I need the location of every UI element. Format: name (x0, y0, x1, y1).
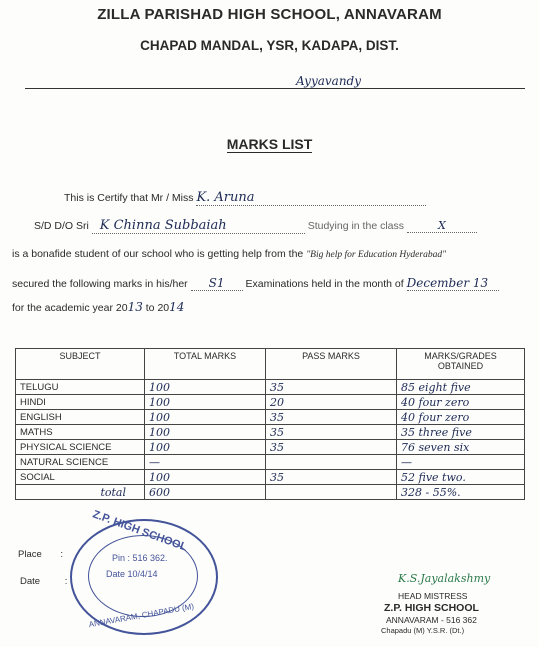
col-subject: SUBJECT (16, 349, 145, 380)
class-value: X (407, 219, 477, 233)
col-total: TOTAL MARKS (145, 349, 266, 380)
col-pass: PASS MARKS (266, 349, 397, 380)
school-name: ZILLA PARISHAD HIGH SCHOOL, ANNAVARAM (97, 6, 442, 23)
stamp-date: Date 10/4/14 (106, 569, 158, 579)
father-name: K Chinna Subbaiah (92, 218, 305, 234)
exam-month: December 13 (407, 276, 499, 291)
certificate-line-4: secured the following marks in his/her S1 Examinations held in the month of December 13 (12, 276, 499, 291)
stamp-school-name: Z.P. HIGH SCHOOL (90, 508, 189, 554)
headmistress-school: Z.P. HIGH SCHOOL (384, 602, 479, 614)
student-name: K. Aruna (196, 190, 426, 206)
marks-table (15, 348, 525, 500)
table-row: ENGLISH 100 35 40 four zero (16, 410, 525, 425)
school-stamp (70, 508, 218, 635)
table-row: HINDI 100 20 40 four zero (16, 395, 525, 410)
document-title: MARKS LIST (226, 136, 313, 152)
certificate-line-5: for the academic year 2013 to 2014 (12, 300, 185, 314)
table-total-row: total 600 328 - 55%. (16, 485, 525, 500)
headmistress-signature: K.S.Jayalakshmy (398, 572, 491, 585)
header-rule (25, 88, 525, 89)
certificate-line-1: This is Certify that Mr / Miss K. Aruna (64, 190, 426, 206)
exam-name: S1 (191, 276, 243, 291)
col-obtained: MARKS/GRADES OBTAINED (397, 349, 525, 380)
table-header-row (16, 349, 525, 380)
table-row: NATURAL SCIENCE — — (16, 455, 525, 470)
stamp-pin: Pin : 516 362. (112, 553, 168, 563)
certificate-line-3: is a bonafide student of our school who is getting help from the "Big help for Education Hyderabad" (12, 248, 447, 260)
date-label: Date : (20, 576, 68, 587)
top-signature: Ayyavandy (296, 74, 362, 88)
certificate-line-2: S/D D/O Sri K Chinna Subbaiah Studying in the class X (34, 218, 477, 234)
headmistress-place: ANNAVARAM - 516 362 (386, 615, 477, 625)
place-label: Place : (18, 549, 64, 560)
table-row: MATHS 100 35 35 three five (16, 425, 525, 440)
headmistress-title: HEAD MISTRESS (398, 591, 468, 601)
stamp-place: ANNAVARAM, CHAPADU (M) (88, 601, 195, 630)
headmistress-district: Chapadu (M) Y.S.R. (Dt.) (381, 626, 465, 635)
table-row: SOCIAL 100 35 52 five two. (16, 470, 525, 485)
table-row: TELUGU 100 35 85 eight five (16, 380, 525, 395)
table-row: PHYSICAL SCIENCE 100 35 76 seven six (16, 440, 525, 455)
school-address: CHAPAD MANDAL, YSR, KADAPA, DIST. (140, 38, 399, 53)
